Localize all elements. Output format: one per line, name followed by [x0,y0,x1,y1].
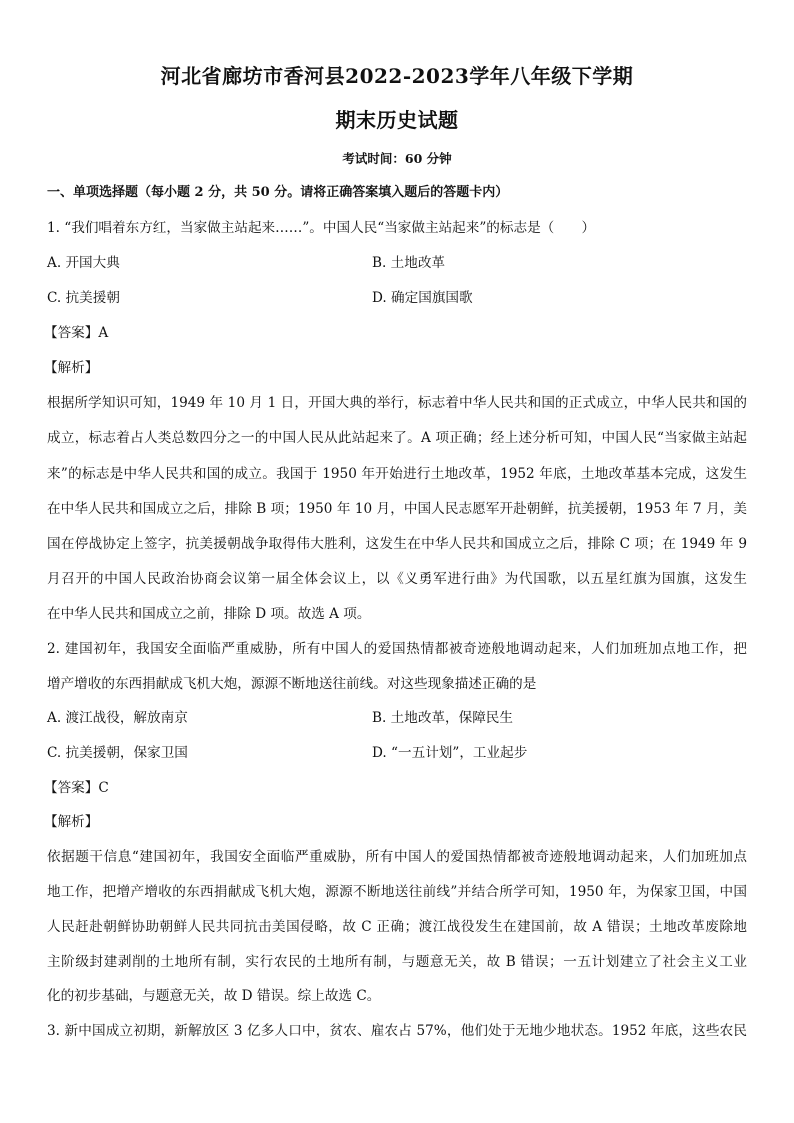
question-1-analysis-line: 在中华人民共和国成立之后，排除 B 项；1950 年 10 月，中国人民志愿军开赴朝鲜，抗美援朝，1953 年 7 月，美 [47,501,747,517]
question-1-option-a: A. 开国大典 [47,255,120,271]
question-1-stem: 1. “我们唱着东方红，当家做主站起来……”。中国人民“当家做主站起来”的标志是（ ） [47,220,596,236]
question-1-option-c: C. 抗美援朝 [47,290,120,306]
question-2-stem-line: 2. 建国初年，我国安全面临严重威胁，所有中国人的爱国热情都被奇迹般地调动起来，人们加班加点地工作，把 [47,641,747,657]
exam-time: 考试时间：60 分钟 [342,151,452,166]
document-title-line-2: 期末历史试题 [335,108,459,132]
question-2-option-d: D. “一五计划”，工业起步 [372,745,528,761]
question-1-analysis-line: 月召开的中国人民政治协商会议第一届全体会议上，以《义勇军进行曲》为代国歌，以五星红旗为国旗，这发生 [47,571,747,587]
question-1-analysis-line: 在中华人民共和国成立之前，排除 D 项。故选 A 项。 [47,606,371,622]
question-2-option-a: A. 渡江战役，解放南京 [47,710,188,726]
question-3-stem-line: 3. 新中国成立初期，新解放区 3 亿多人口中，贫农、雇农占 57%，他们处于无地少地状态。1952 年底，这些农民 [47,1023,747,1039]
question-2-analysis-line: 地工作，把增产增收的东西捐献成飞机大炮，源源不断地送往前线”并结合所学可知，1950 年，为保家卫国，中国 [47,884,747,900]
question-1-analysis-line: 国在停战协定上签字，抗美援朝战争取得伟大胜利，这发生在中华人民共和国成立之后，排除 C 项；在 1949 年 9 [47,536,747,552]
question-1-analysis-line: 成立，标志着占人类总数四分之一的中国人民从此站起来了。A 项正确；经上述分析可知，中国人民“当家做主站起 [47,430,747,446]
question-1-option-d: D. 确定国旗国歌 [372,290,473,306]
question-2-analysis-label: 【解析】 [44,814,99,830]
question-1-analysis-label: 【解析】 [44,360,99,376]
question-2-answer: 【答案】C [44,780,109,796]
question-1-analysis-line: 根据所学知识可知，1949 年 10 月 1 日，开国大典的举行，标志着中华人民共和国的正式成立，中华人民共和国的 [47,395,747,411]
question-2-analysis-line: 主阶级封建剥削的土地所有制，实行农民的土地所有制，与题意无关，故 B 错误；一五计划建立了社会主义工业 [47,954,747,970]
question-2-option-b: B. 土地改革，保障民生 [372,710,513,726]
question-2-option-c: C. 抗美援朝，保家卫国 [47,745,188,761]
question-1-analysis-line: 来”的标志是中华人民共和国的成立。我国于 1950 年开始进行土地改革，1952 年底，土地改革基本完成，这发生 [47,466,747,482]
question-1-option-b: B. 土地改革 [372,255,446,271]
question-1-answer: 【答案】A [44,325,109,341]
section-heading: 一、单项选择题（每小题 2 分，共 50 分。请将正确答案填入题后的答题卡内） [47,185,509,200]
question-2-analysis-line: 依据题干信息“建国初年，我国安全面临严重威胁，所有中国人的爱国热情都被奇迹般地调动起来，人们加班加点 [47,849,747,865]
question-2-analysis-line: 化的初步基础，与题意无关，故 D 错误。综上故选 C。 [47,988,381,1004]
document-title-line-1: 河北省廊坊市香河县2022-2023学年八年级下学期 [160,64,634,88]
question-2-analysis-line: 人民赶赴朝鲜协助朝鲜人民共同抗击美国侵略，故 C 正确；渡江战役发生在建国前，故 A 错误；土地改革废除地 [47,919,747,935]
question-2-stem-line: 增产增收的东西捐献成飞机大炮，源源不断地送往前线。对这些现象描述正确的是 [47,676,537,692]
